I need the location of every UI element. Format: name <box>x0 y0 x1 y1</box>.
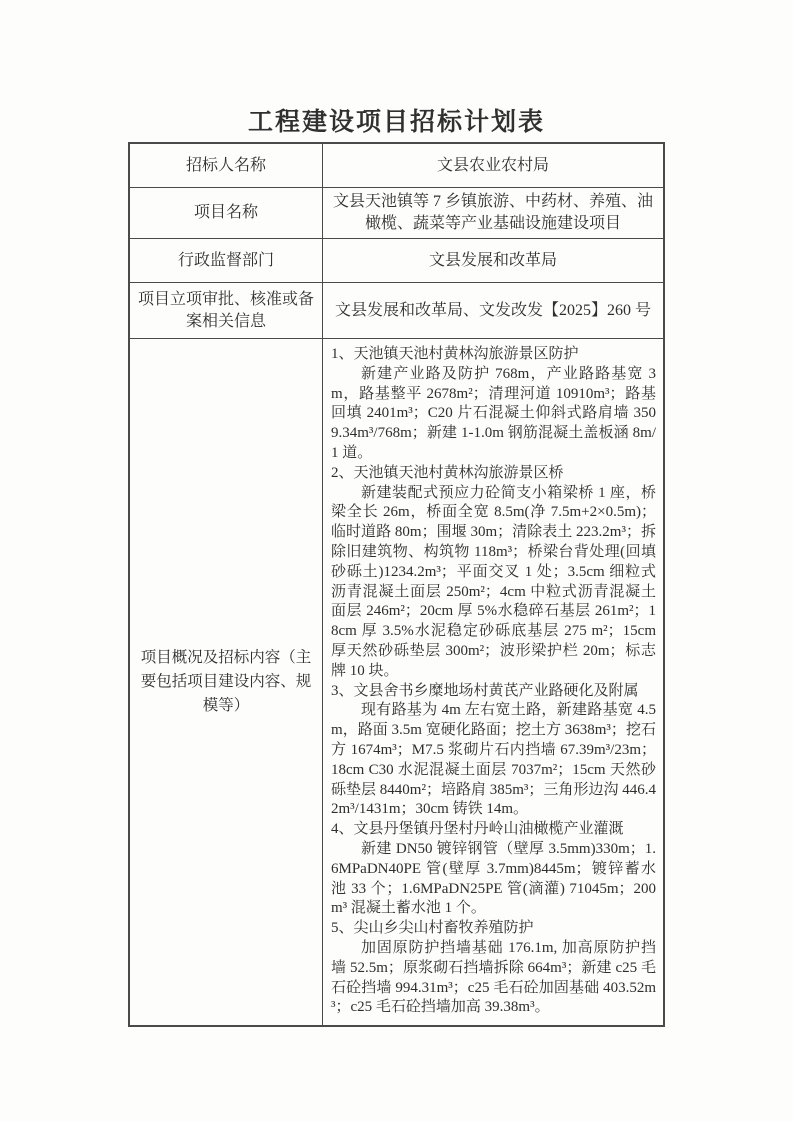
overview-paragraph: 新建产业路及防护 768m，产业路路基宽 3m，路基整平 2678m²；清理河道 10910m³；路基回填 2401m³；C20 片石混凝土仰斜式路肩墙 3509.34m³/768m；新建 1-1.0m 钢筋混凝土盖板涵 8m/1 道。 <box>331 365 656 461</box>
row-value-project-overview <box>323 339 663 1025</box>
overview-paragraph: 新建装配式预应力砼简支小箱梁桥 1 座，桥梁全长 26m，桥面全宽 8.5m(净 7.5m+2×0.5m)；临时道路 80m；围堰 30m；清除表土 223.2m³；拆除旧建筑物、构筑物 118m³；桥梁台背处理(回填砂砾土)1234.2m³；平面交叉 1 处；3.5cm 细粒式沥青混凝土面层 250m²；4cm 中粒式沥青混凝土面层 246m²；20cm 厚 5%水稳碎石基层 261m²；18cm 厚 3.5%水泥稳定砂砾底基层 275 m²；15cm 厚天然砂砾垫层 300m²；波形梁护栏 20m；标志牌 10 块。 <box>331 484 656 679</box>
row-label-project-name: 项目名称 <box>130 188 323 238</box>
overview-paragraph: 加固原防护挡墙基础 176.1m, 加高原防护挡墙 52.5m；原浆砌石挡墙拆除 664m³；新建 c25 毛石砼挡墙 994.31m³；c25 毛石砼加固基础 403.52m³；c25 毛石砼挡墙加高 39.38m³。 <box>331 939 656 1016</box>
row-value-supervision-dept: 文县发展和改革局 <box>428 251 557 269</box>
overview-paragraph: 1、天池镇天池村黄林沟旅游景区防护 <box>331 346 579 362</box>
row-value-bidder-name: 文县农业农村局 <box>436 156 549 174</box>
overview-paragraph: 新建 DN50 镀锌钢管（壁厚 3.5mm)330m；1.6MPaDN40PE 管(壁厚 3.7mm)8445m；镀锌蓄水池 33 个；1.6MPaDN25PE 管(滴灌) 71045m；200m³ 混凝土蓄水池 1 个。 <box>331 840 656 917</box>
overview-paragraph: 5、尖山乡尖山村畜牧养殖防护 <box>331 920 534 937</box>
table-row <box>130 283 663 339</box>
table-row <box>130 339 663 1025</box>
row-label-project-overview: 项目概况及招标内容（主要包括项目建设内容、规模等） <box>130 339 323 1025</box>
overview-paragraph: 4、文县丹堡镇丹堡村丹岭山油橄榄产业灌溉 <box>331 821 624 838</box>
row-value-approval-info: 文县发展和改革局、文发改发【2025】260 号 <box>334 301 651 319</box>
table-row <box>130 144 663 188</box>
row-label-approval-info: 项目立项审批、核准或备案相关信息 <box>130 283 323 338</box>
table-row <box>130 239 663 283</box>
overview-paragraph: 2、天池镇天池村黄林沟旅游景区桥 <box>331 464 564 481</box>
row-label-supervision-dept: 行政监督部门 <box>130 239 323 282</box>
overview-paragraph: 现有路基为 4m 左右宽土路，新建路基宽 4.5m，路面 3.5m 宽硬化路面；挖土方 3638m³；挖石方 1674m³；M7.5 浆砌片石内挡墙 67.39m³/23m；18cm C30 水泥混凝土面层 7037m²；15cm 天然砂砾垫层 8440m²；培路肩 385m³；三角形边沟 446.42m³/1431m；30cm 铸铁 14m。 <box>331 702 656 818</box>
bid-plan-table <box>128 142 665 1027</box>
overview-paragraph: 3、文县舍书乡糜地场村黄芪产业路硬化及附属 <box>331 682 639 699</box>
document-title: 工程建设项目招标计划表 <box>247 109 545 136</box>
table-row <box>130 188 663 239</box>
row-label-bidder-name: 招标人名称 <box>130 144 323 187</box>
row-value-project-name: 文县天池镇等 7 乡镇旅游、中药材、养殖、油橄榄、蔬菜等产业基础设施建设项目 <box>332 193 653 232</box>
